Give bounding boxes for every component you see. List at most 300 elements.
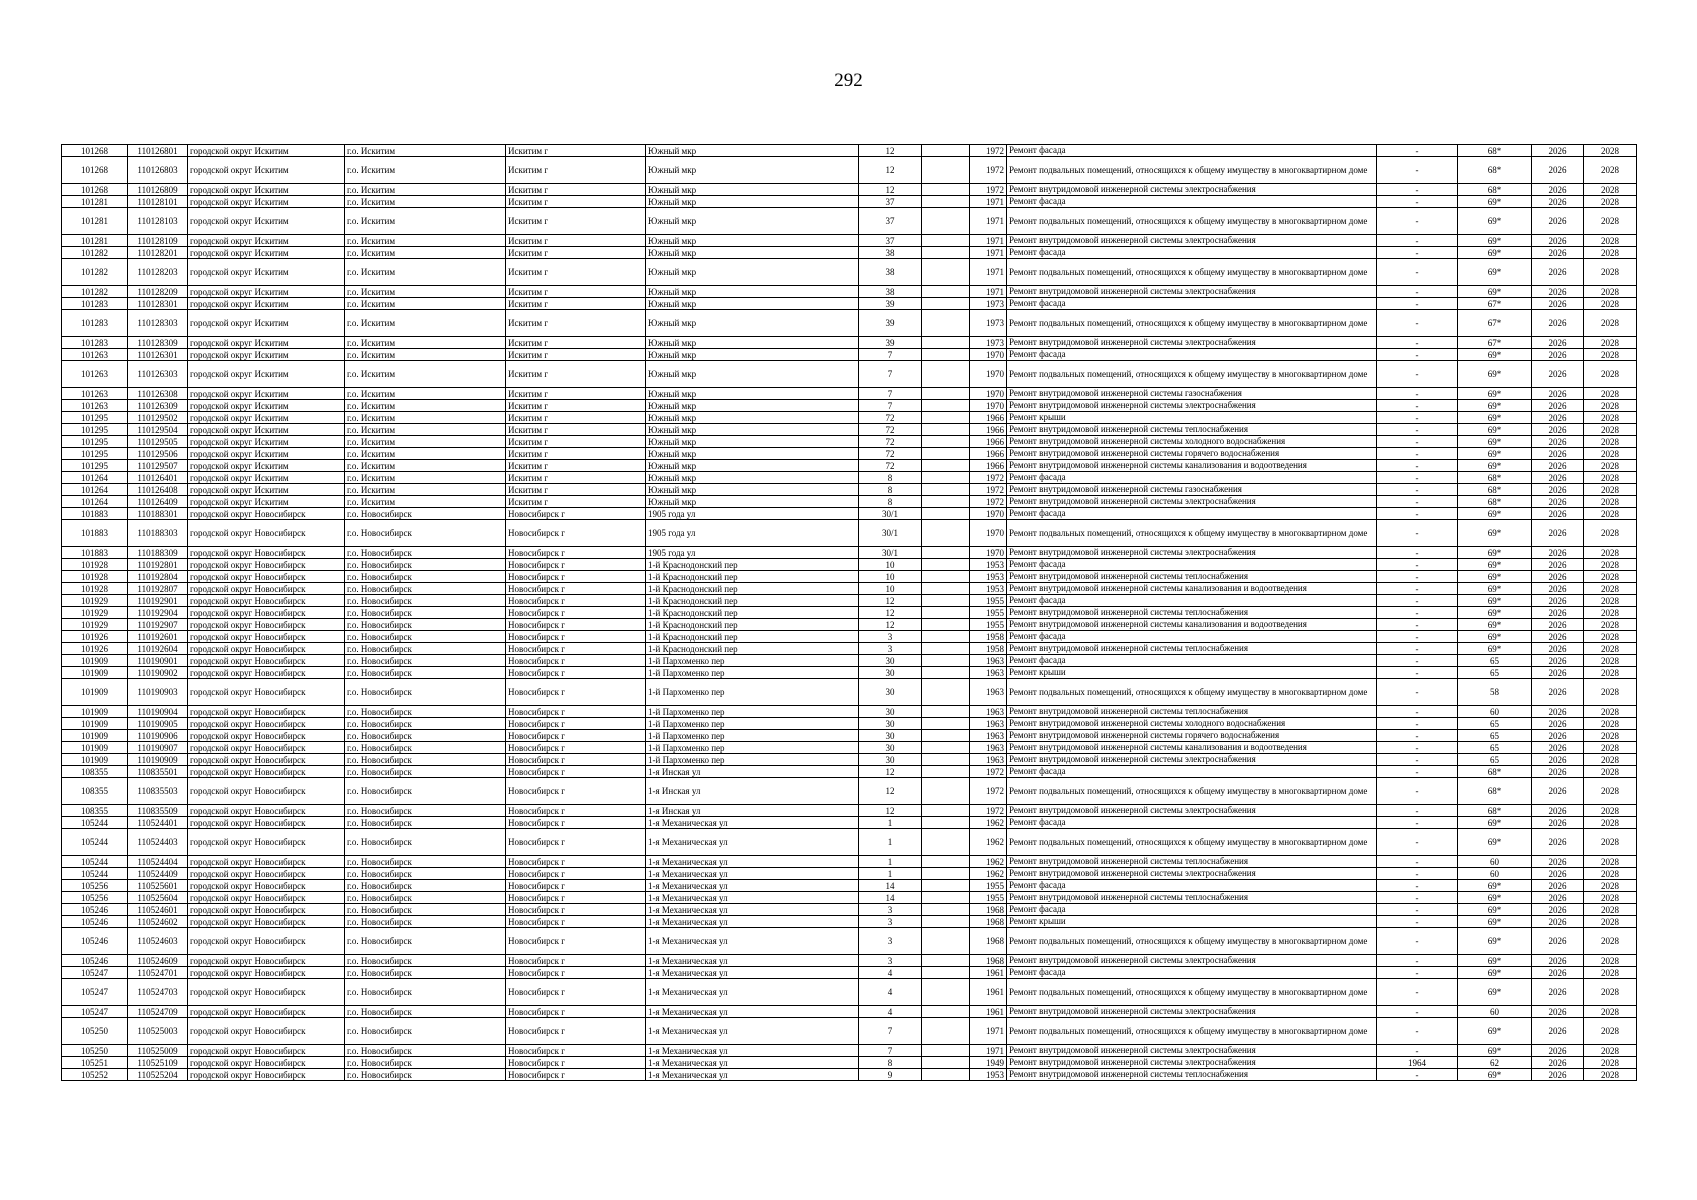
house-number-cell: 37 — [859, 235, 922, 247]
municipality-short-cell: г.о. Искитим — [345, 496, 506, 508]
municipality-cell: городской округ Новосибирск — [188, 718, 345, 730]
building-cell — [922, 829, 970, 856]
municipality-cell: городской округ Искитим — [188, 361, 345, 388]
house-number-cell: 30/1 — [859, 547, 922, 559]
municipality-cell: городской округ Новосибирск — [188, 643, 345, 655]
house-id-cell: 101268 — [62, 157, 128, 184]
municipality-short-cell: г.о. Новосибирск — [345, 1018, 506, 1045]
work-type-cell: Ремонт внутридомовой инженерной системы теплоснабжения — [1007, 856, 1377, 868]
house-number-cell: 72 — [859, 424, 922, 436]
work-type-cell: Ремонт внутридомовой инженерной системы электроснабжения — [1007, 754, 1377, 766]
work-id-cell: 110524401 — [128, 817, 188, 829]
table-row — [62, 619, 1637, 631]
house-number-cell: 30/1 — [859, 508, 922, 520]
work-id-cell: 110129504 — [128, 424, 188, 436]
work-id-cell: 110126303 — [128, 361, 188, 388]
street-cell: Южный мкр — [646, 208, 859, 235]
year-from-cell: 2026 — [1532, 424, 1584, 436]
municipality-cell: городской округ Новосибирск — [188, 1006, 345, 1018]
table-row — [62, 337, 1637, 349]
work-id-cell: 110126803 — [128, 157, 188, 184]
wear-cell: 69* — [1458, 508, 1532, 520]
street-cell: 1-й Пархоменко пер — [646, 667, 859, 679]
municipality-short-cell: г.о. Новосибирск — [345, 667, 506, 679]
work-id-cell: 110524709 — [128, 1006, 188, 1018]
settlement-cell: Новосибирск г — [506, 706, 646, 718]
wear-cell: 67* — [1458, 298, 1532, 310]
build-year-cell: 1973 — [970, 298, 1007, 310]
work-type-cell: Ремонт внутридомовой инженерной системы электроснабжения — [1007, 547, 1377, 559]
municipality-short-cell: г.о. Новосибирск — [345, 718, 506, 730]
build-year-cell: 1968 — [970, 916, 1007, 928]
house-id-cell: 101909 — [62, 730, 128, 742]
last-repair-year-cell: - — [1377, 868, 1458, 880]
year-from-cell: 2026 — [1532, 484, 1584, 496]
house-id-cell: 101263 — [62, 361, 128, 388]
table-row — [62, 496, 1637, 508]
municipality-cell: городской округ Искитим — [188, 412, 345, 424]
last-repair-year-cell: - — [1377, 259, 1458, 286]
house-id-cell: 105244 — [62, 856, 128, 868]
house-number-cell: 72 — [859, 436, 922, 448]
house-number-cell: 30 — [859, 667, 922, 679]
work-id-cell: 110190901 — [128, 655, 188, 667]
house-number-cell: 7 — [859, 349, 922, 361]
table-row — [62, 856, 1637, 868]
settlement-cell: Искитим г — [506, 196, 646, 208]
street-cell: 1-я Механическая ул — [646, 1018, 859, 1045]
house-number-cell: 7 — [859, 1018, 922, 1045]
build-year-cell: 1971 — [970, 235, 1007, 247]
house-number-cell: 10 — [859, 583, 922, 595]
work-id-cell: 110192904 — [128, 607, 188, 619]
house-id-cell: 101909 — [62, 742, 128, 754]
work-id-cell: 110188309 — [128, 547, 188, 559]
house-number-cell: 12 — [859, 145, 922, 157]
street-cell: Южный мкр — [646, 157, 859, 184]
table-row — [62, 967, 1637, 979]
year-to-cell: 2028 — [1584, 424, 1637, 436]
settlement-cell: Новосибирск г — [506, 619, 646, 631]
house-number-cell: 30 — [859, 754, 922, 766]
municipality-short-cell: г.о. Искитим — [345, 484, 506, 496]
build-year-cell: 1953 — [970, 571, 1007, 583]
year-to-cell: 2028 — [1584, 259, 1637, 286]
municipality-short-cell: г.о. Искитим — [345, 196, 506, 208]
last-repair-year-cell: - — [1377, 718, 1458, 730]
house-id-cell: 101282 — [62, 247, 128, 259]
municipality-short-cell: г.о. Искитим — [345, 310, 506, 337]
year-from-cell: 2026 — [1532, 718, 1584, 730]
table-row — [62, 631, 1637, 643]
work-id-cell: 110128103 — [128, 208, 188, 235]
last-repair-year-cell: - — [1377, 559, 1458, 571]
last-repair-year-cell: - — [1377, 1018, 1458, 1045]
year-to-cell: 2028 — [1584, 547, 1637, 559]
last-repair-year-cell: - — [1377, 754, 1458, 766]
municipality-short-cell: г.о. Новосибирск — [345, 967, 506, 979]
municipality-cell: городской округ Новосибирск — [188, 607, 345, 619]
last-repair-year-cell: - — [1377, 412, 1458, 424]
last-repair-year-cell: - — [1377, 388, 1458, 400]
municipality-cell: городской округ Искитим — [188, 484, 345, 496]
house-number-cell: 1 — [859, 817, 922, 829]
house-id-cell: 101909 — [62, 754, 128, 766]
wear-cell: 69* — [1458, 1018, 1532, 1045]
house-id-cell: 101928 — [62, 583, 128, 595]
house-number-cell: 3 — [859, 955, 922, 967]
year-from-cell: 2026 — [1532, 496, 1584, 508]
municipality-short-cell: г.о. Новосибирск — [345, 955, 506, 967]
work-type-cell: Ремонт внутридомовой инженерной системы газоснабжения — [1007, 388, 1377, 400]
house-id-cell: 101909 — [62, 679, 128, 706]
municipality-short-cell: г.о. Новосибирск — [345, 829, 506, 856]
work-type-cell: Ремонт внутридомовой инженерной системы электроснабжения — [1007, 1057, 1377, 1069]
settlement-cell: Искитим г — [506, 247, 646, 259]
house-number-cell: 39 — [859, 337, 922, 349]
street-cell: 1-я Механическая ул — [646, 1057, 859, 1069]
work-id-cell: 110126401 — [128, 472, 188, 484]
year-to-cell: 2028 — [1584, 667, 1637, 679]
table-row — [62, 1018, 1637, 1045]
municipality-cell: городской округ Новосибирск — [188, 754, 345, 766]
street-cell: 1-я Инская ул — [646, 766, 859, 778]
settlement-cell: Новосибирск г — [506, 1045, 646, 1057]
work-type-cell: Ремонт внутридомовой инженерной системы электроснабжения — [1007, 1045, 1377, 1057]
table-row — [62, 298, 1637, 310]
year-to-cell: 2028 — [1584, 349, 1637, 361]
municipality-cell: городской округ Новосибирск — [188, 1018, 345, 1045]
table-row — [62, 247, 1637, 259]
year-from-cell: 2026 — [1532, 955, 1584, 967]
house-number-cell: 39 — [859, 310, 922, 337]
year-from-cell: 2026 — [1532, 1069, 1584, 1081]
table-row — [62, 742, 1637, 754]
last-repair-year-cell: - — [1377, 310, 1458, 337]
municipality-cell: городской округ Новосибирск — [188, 955, 345, 967]
house-id-cell: 101295 — [62, 436, 128, 448]
building-cell — [922, 892, 970, 904]
settlement-cell: Новосибирск г — [506, 607, 646, 619]
build-year-cell: 1955 — [970, 880, 1007, 892]
build-year-cell: 1968 — [970, 955, 1007, 967]
work-id-cell: 110190903 — [128, 679, 188, 706]
municipality-short-cell: г.о. Новосибирск — [345, 595, 506, 607]
municipality-short-cell: г.о. Новосибирск — [345, 1045, 506, 1057]
work-type-cell: Ремонт подвальных помещений, относящихся к общему имуществу в многоквартирном доме — [1007, 157, 1377, 184]
year-from-cell: 2026 — [1532, 196, 1584, 208]
house-number-cell: 7 — [859, 1045, 922, 1057]
building-cell — [922, 508, 970, 520]
settlement-cell: Новосибирск г — [506, 868, 646, 880]
settlement-cell: Новосибирск г — [506, 766, 646, 778]
municipality-cell: городской округ Искитим — [188, 235, 345, 247]
table-row — [62, 1045, 1637, 1057]
settlement-cell: Новосибирск г — [506, 718, 646, 730]
building-cell — [922, 904, 970, 916]
table-row — [62, 310, 1637, 337]
street-cell: 1-я Механическая ул — [646, 856, 859, 868]
work-type-cell: Ремонт внутридомовой инженерной системы электроснабжения — [1007, 184, 1377, 196]
house-id-cell: 101295 — [62, 460, 128, 472]
settlement-cell: Новосибирск г — [506, 979, 646, 1006]
municipality-cell: городской округ Искитим — [188, 400, 345, 412]
wear-cell: 69* — [1458, 1045, 1532, 1057]
wear-cell: 69* — [1458, 1069, 1532, 1081]
work-id-cell: 110192604 — [128, 643, 188, 655]
settlement-cell: Искитим г — [506, 472, 646, 484]
municipality-short-cell: г.о. Новосибирск — [345, 979, 506, 1006]
settlement-cell: Новосибирск г — [506, 928, 646, 955]
last-repair-year-cell: - — [1377, 928, 1458, 955]
building-cell — [922, 412, 970, 424]
wear-cell: 69* — [1458, 388, 1532, 400]
wear-cell: 69* — [1458, 436, 1532, 448]
street-cell: Южный мкр — [646, 496, 859, 508]
year-from-cell: 2026 — [1532, 805, 1584, 817]
work-type-cell: Ремонт подвальных помещений, относящихся к общему имуществу в многоквартирном доме — [1007, 1018, 1377, 1045]
house-id-cell: 101295 — [62, 448, 128, 460]
work-id-cell: 110129502 — [128, 412, 188, 424]
work-id-cell: 110126308 — [128, 388, 188, 400]
municipality-short-cell: г.о. Искитим — [345, 286, 506, 298]
work-id-cell: 110524609 — [128, 955, 188, 967]
wear-cell: 69* — [1458, 520, 1532, 547]
year-from-cell: 2026 — [1532, 349, 1584, 361]
building-cell — [922, 259, 970, 286]
house-number-cell: 4 — [859, 967, 922, 979]
table-row — [62, 361, 1637, 388]
table-row — [62, 928, 1637, 955]
year-to-cell: 2028 — [1584, 916, 1637, 928]
last-repair-year-cell: - — [1377, 979, 1458, 1006]
work-type-cell: Ремонт подвальных помещений, относящихся к общему имуществу в многоквартирном доме — [1007, 310, 1377, 337]
settlement-cell: Новосибирск г — [506, 571, 646, 583]
municipality-short-cell: г.о. Новосибирск — [345, 619, 506, 631]
street-cell: 1-я Механическая ул — [646, 1045, 859, 1057]
build-year-cell: 1958 — [970, 643, 1007, 655]
house-id-cell: 101295 — [62, 412, 128, 424]
building-cell — [922, 436, 970, 448]
settlement-cell: Искитим г — [506, 436, 646, 448]
last-repair-year-cell: - — [1377, 742, 1458, 754]
wear-cell: 68* — [1458, 778, 1532, 805]
build-year-cell: 1966 — [970, 460, 1007, 472]
work-id-cell: 110129506 — [128, 448, 188, 460]
house-id-cell: 108355 — [62, 766, 128, 778]
building-cell — [922, 754, 970, 766]
year-to-cell: 2028 — [1584, 754, 1637, 766]
house-number-cell: 8 — [859, 1057, 922, 1069]
municipality-cell: городской округ Новосибирск — [188, 829, 345, 856]
work-id-cell: 110524601 — [128, 904, 188, 916]
last-repair-year-cell: - — [1377, 595, 1458, 607]
table-row — [62, 655, 1637, 667]
street-cell: 1-й Пархоменко пер — [646, 742, 859, 754]
street-cell: 1-я Механическая ул — [646, 955, 859, 967]
settlement-cell: Искитим г — [506, 460, 646, 472]
build-year-cell: 1973 — [970, 337, 1007, 349]
street-cell: 1-й Краснодонский пер — [646, 607, 859, 619]
municipality-short-cell: г.о. Искитим — [345, 460, 506, 472]
work-id-cell: 110126801 — [128, 145, 188, 157]
building-cell — [922, 979, 970, 1006]
build-year-cell: 1955 — [970, 892, 1007, 904]
municipality-cell: городской округ Новосибирск — [188, 631, 345, 643]
building-cell — [922, 547, 970, 559]
year-from-cell: 2026 — [1532, 856, 1584, 868]
house-number-cell: 30 — [859, 730, 922, 742]
house-number-cell: 72 — [859, 448, 922, 460]
building-cell — [922, 631, 970, 643]
year-from-cell: 2026 — [1532, 508, 1584, 520]
build-year-cell: 1961 — [970, 967, 1007, 979]
house-number-cell: 12 — [859, 184, 922, 196]
year-to-cell: 2028 — [1584, 679, 1637, 706]
year-from-cell: 2026 — [1532, 1057, 1584, 1069]
municipality-cell: городской округ Искитим — [188, 247, 345, 259]
street-cell: 1-й Краснодонский пер — [646, 559, 859, 571]
municipality-cell: городской округ Новосибирск — [188, 559, 345, 571]
year-to-cell: 2028 — [1584, 718, 1637, 730]
street-cell: 1-й Краснодонский пер — [646, 631, 859, 643]
house-id-cell: 105244 — [62, 817, 128, 829]
house-number-cell: 1 — [859, 868, 922, 880]
settlement-cell: Новосибирск г — [506, 742, 646, 754]
last-repair-year-cell: - — [1377, 892, 1458, 904]
work-id-cell: 110128301 — [128, 298, 188, 310]
street-cell: Южный мкр — [646, 361, 859, 388]
house-number-cell: 30 — [859, 655, 922, 667]
year-from-cell: 2026 — [1532, 583, 1584, 595]
last-repair-year-cell: - — [1377, 856, 1458, 868]
municipality-cell: городской округ Искитим — [188, 196, 345, 208]
year-to-cell: 2028 — [1584, 742, 1637, 754]
year-to-cell: 2028 — [1584, 1069, 1637, 1081]
building-cell — [922, 196, 970, 208]
year-to-cell: 2028 — [1584, 979, 1637, 1006]
settlement-cell: Новосибирск г — [506, 856, 646, 868]
municipality-short-cell: г.о. Новосибирск — [345, 868, 506, 880]
wear-cell: 62 — [1458, 1057, 1532, 1069]
year-to-cell: 2028 — [1584, 607, 1637, 619]
building-cell — [922, 805, 970, 817]
build-year-cell: 1970 — [970, 547, 1007, 559]
year-from-cell: 2026 — [1532, 520, 1584, 547]
municipality-short-cell: г.о. Новосибирск — [345, 805, 506, 817]
year-from-cell: 2026 — [1532, 679, 1584, 706]
municipality-short-cell: г.о. Новосибирск — [345, 742, 506, 754]
wear-cell: 69* — [1458, 400, 1532, 412]
municipality-cell: городской округ Новосибирск — [188, 583, 345, 595]
street-cell: 1-й Краснодонский пер — [646, 571, 859, 583]
house-number-cell: 1 — [859, 856, 922, 868]
last-repair-year-cell: - — [1377, 1045, 1458, 1057]
wear-cell: 69* — [1458, 424, 1532, 436]
year-from-cell: 2026 — [1532, 472, 1584, 484]
last-repair-year-cell: - — [1377, 196, 1458, 208]
year-from-cell: 2026 — [1532, 310, 1584, 337]
work-id-cell: 110524602 — [128, 916, 188, 928]
build-year-cell: 1963 — [970, 655, 1007, 667]
table-row — [62, 448, 1637, 460]
municipality-cell: городской округ Новосибирск — [188, 595, 345, 607]
house-number-cell: 72 — [859, 412, 922, 424]
work-type-cell: Ремонт внутридомовой инженерной системы электроснабжения — [1007, 337, 1377, 349]
build-year-cell: 1971 — [970, 1045, 1007, 1057]
house-id-cell: 101926 — [62, 631, 128, 643]
wear-cell: 69* — [1458, 892, 1532, 904]
work-type-cell: Ремонт фасада — [1007, 559, 1377, 571]
work-id-cell: 110192901 — [128, 595, 188, 607]
house-number-cell: 30 — [859, 706, 922, 718]
building-cell — [922, 298, 970, 310]
year-to-cell: 2028 — [1584, 967, 1637, 979]
table-row — [62, 436, 1637, 448]
last-repair-year-cell: - — [1377, 184, 1458, 196]
last-repair-year-cell: - — [1377, 349, 1458, 361]
build-year-cell: 1966 — [970, 424, 1007, 436]
street-cell: 1-я Инская ул — [646, 805, 859, 817]
work-type-cell: Ремонт внутридомовой инженерной системы электроснабжения — [1007, 868, 1377, 880]
settlement-cell: Новосибирск г — [506, 547, 646, 559]
street-cell: 1-я Механическая ул — [646, 1006, 859, 1018]
municipality-short-cell: г.о. Искитим — [345, 337, 506, 349]
build-year-cell: 1968 — [970, 928, 1007, 955]
street-cell: 1-я Механическая ул — [646, 928, 859, 955]
table-row — [62, 778, 1637, 805]
table-row — [62, 424, 1637, 436]
municipality-short-cell: г.о. Новосибирск — [345, 817, 506, 829]
year-from-cell: 2026 — [1532, 706, 1584, 718]
municipality-cell: городской округ Искитим — [188, 472, 345, 484]
table-row — [62, 508, 1637, 520]
municipality-short-cell: г.о. Искитим — [345, 259, 506, 286]
year-to-cell: 2028 — [1584, 817, 1637, 829]
wear-cell: 69* — [1458, 607, 1532, 619]
last-repair-year-cell: - — [1377, 805, 1458, 817]
build-year-cell: 1963 — [970, 718, 1007, 730]
municipality-cell: городской округ Новосибирск — [188, 679, 345, 706]
street-cell: 1905 года ул — [646, 520, 859, 547]
work-type-cell: Ремонт внутридомовой инженерной системы электроснабжения — [1007, 955, 1377, 967]
year-to-cell: 2028 — [1584, 619, 1637, 631]
year-to-cell: 2028 — [1584, 631, 1637, 643]
work-type-cell: Ремонт фасада — [1007, 766, 1377, 778]
wear-cell: 69* — [1458, 955, 1532, 967]
work-id-cell: 110190904 — [128, 706, 188, 718]
street-cell: 1-я Механическая ул — [646, 868, 859, 880]
municipality-cell: городской округ Новосибирск — [188, 868, 345, 880]
house-id-cell: 101929 — [62, 607, 128, 619]
house-number-cell: 7 — [859, 388, 922, 400]
work-type-cell: Ремонт внутридомовой инженерной системы теплоснабжения — [1007, 607, 1377, 619]
table-row — [62, 880, 1637, 892]
year-from-cell: 2026 — [1532, 145, 1584, 157]
wear-cell: 69* — [1458, 412, 1532, 424]
wear-cell: 69* — [1458, 904, 1532, 916]
settlement-cell: Искитим г — [506, 361, 646, 388]
year-from-cell: 2026 — [1532, 904, 1584, 916]
year-from-cell: 2026 — [1532, 559, 1584, 571]
table-row — [62, 208, 1637, 235]
year-from-cell: 2026 — [1532, 730, 1584, 742]
house-number-cell: 3 — [859, 928, 922, 955]
municipality-cell: городской округ Новосибирск — [188, 928, 345, 955]
house-id-cell: 101883 — [62, 520, 128, 547]
table-row — [62, 766, 1637, 778]
year-from-cell: 2026 — [1532, 247, 1584, 259]
